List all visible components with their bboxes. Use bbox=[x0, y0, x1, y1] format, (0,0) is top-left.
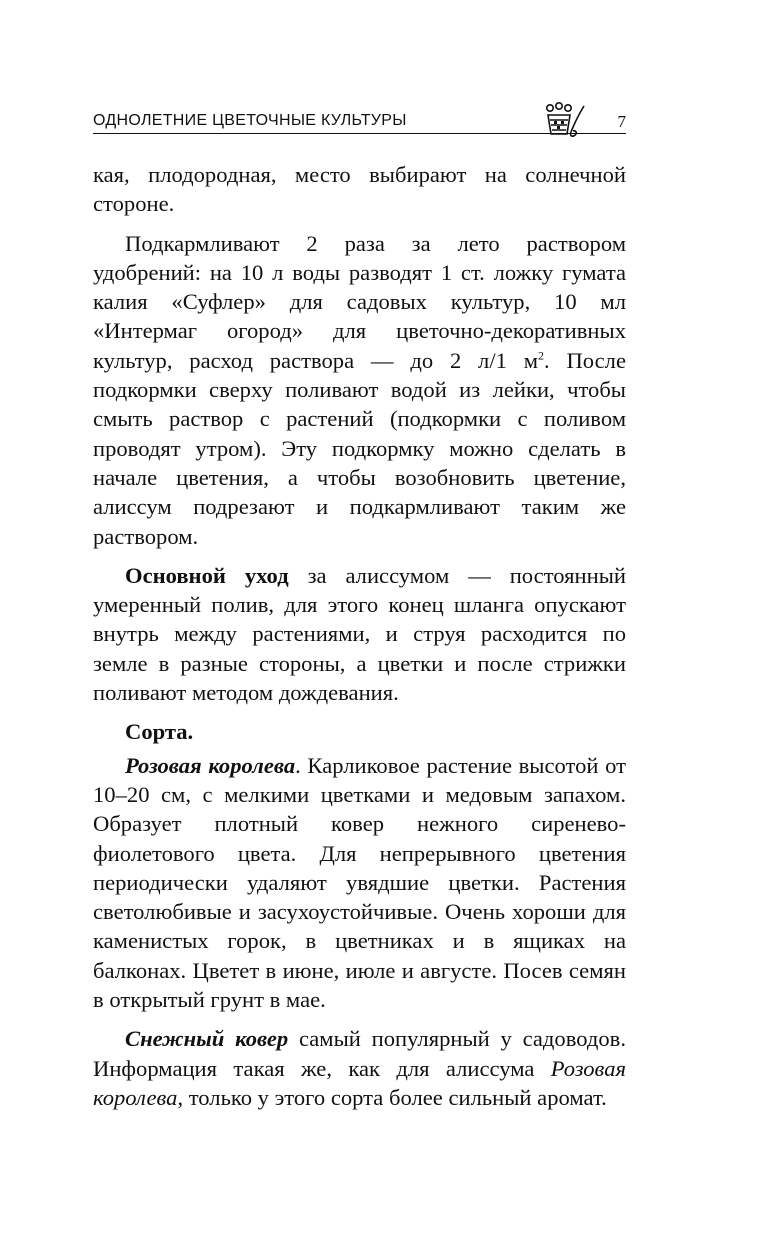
header-rule bbox=[93, 133, 626, 134]
paragraph-3-text: за алиссумом — постоянный умеренный полив, для этого конец шланга опускают внутрь между растениями, и струя расходится по земле в разные стороны, а цветки и после стрижки поливают методом дождевания. bbox=[93, 562, 626, 706]
paragraph-4-text: . Карликовое растение высотой от 10–20 см, с мелкими цветками и медовым запахом. Образует плотный ковер нежного сиренево-фиолетового цвета. Для непрерывного цветения периодически удаляют увядшие цветки. Растения светолюбивые и засухоустойчивые. Очень хороши для каменистых горок, в цветниках и в ящиках на балконах. Цветет в июне, июле и августе. Посев семян в открытый грунт в мае. bbox=[93, 752, 627, 1013]
running-head: ОДНОЛЕТНИЕ ЦВЕТОЧНЫЕ КУЛЬТУРЫ bbox=[93, 112, 407, 129]
variety-name-1: Розовая королева bbox=[125, 752, 296, 778]
paragraph-4 bbox=[93, 751, 626, 1015]
paragraph-5-text-a: самый популярный у садоводов. Информация такая же, как для алиссума bbox=[93, 1026, 626, 1081]
paragraph-5-text-b: , только у этого сорта более сильный аромат. bbox=[177, 1084, 607, 1110]
paragraph-2 bbox=[93, 229, 626, 551]
paragraph-3 bbox=[93, 561, 626, 707]
sorts-heading: Сорта. bbox=[125, 719, 194, 745]
superscript-2: 2 bbox=[538, 348, 545, 363]
variety-name-2: Снежный ковер bbox=[125, 1026, 289, 1052]
variety-name-ref: Розовая королева bbox=[93, 1055, 626, 1110]
page-number: 7 bbox=[617, 112, 626, 131]
term-basic-care: Основной уход bbox=[125, 562, 289, 588]
body-text bbox=[93, 160, 626, 1122]
paragraph-2-text-a: Подкармливают 2 раза за лето раствором удобрений: на 10 л воды разводят 1 ст. ложку гумата калия «Суфлер» для садовых культур, 10 мл «Интермаг огород» для цветочно-декоративных культур, расход раствора — до 2 л/1 м bbox=[93, 230, 626, 373]
paragraph-5 bbox=[93, 1024, 626, 1112]
paragraph-1: кая, плодородная, место выбирают на солнечной стороне. bbox=[93, 162, 626, 217]
flowerpot-trowel-icon bbox=[541, 102, 587, 140]
paragraph-2-text-b: . После подкормки сверху поливают водой из лейки, чтобы смыть раствор с растений (подкормки с поливом проводят утром). Эту подкормку можно сделать в начале цветения, а чтобы возобновить цветение, алиссум подрезают и подкармливают таким же раствором. bbox=[93, 347, 626, 549]
